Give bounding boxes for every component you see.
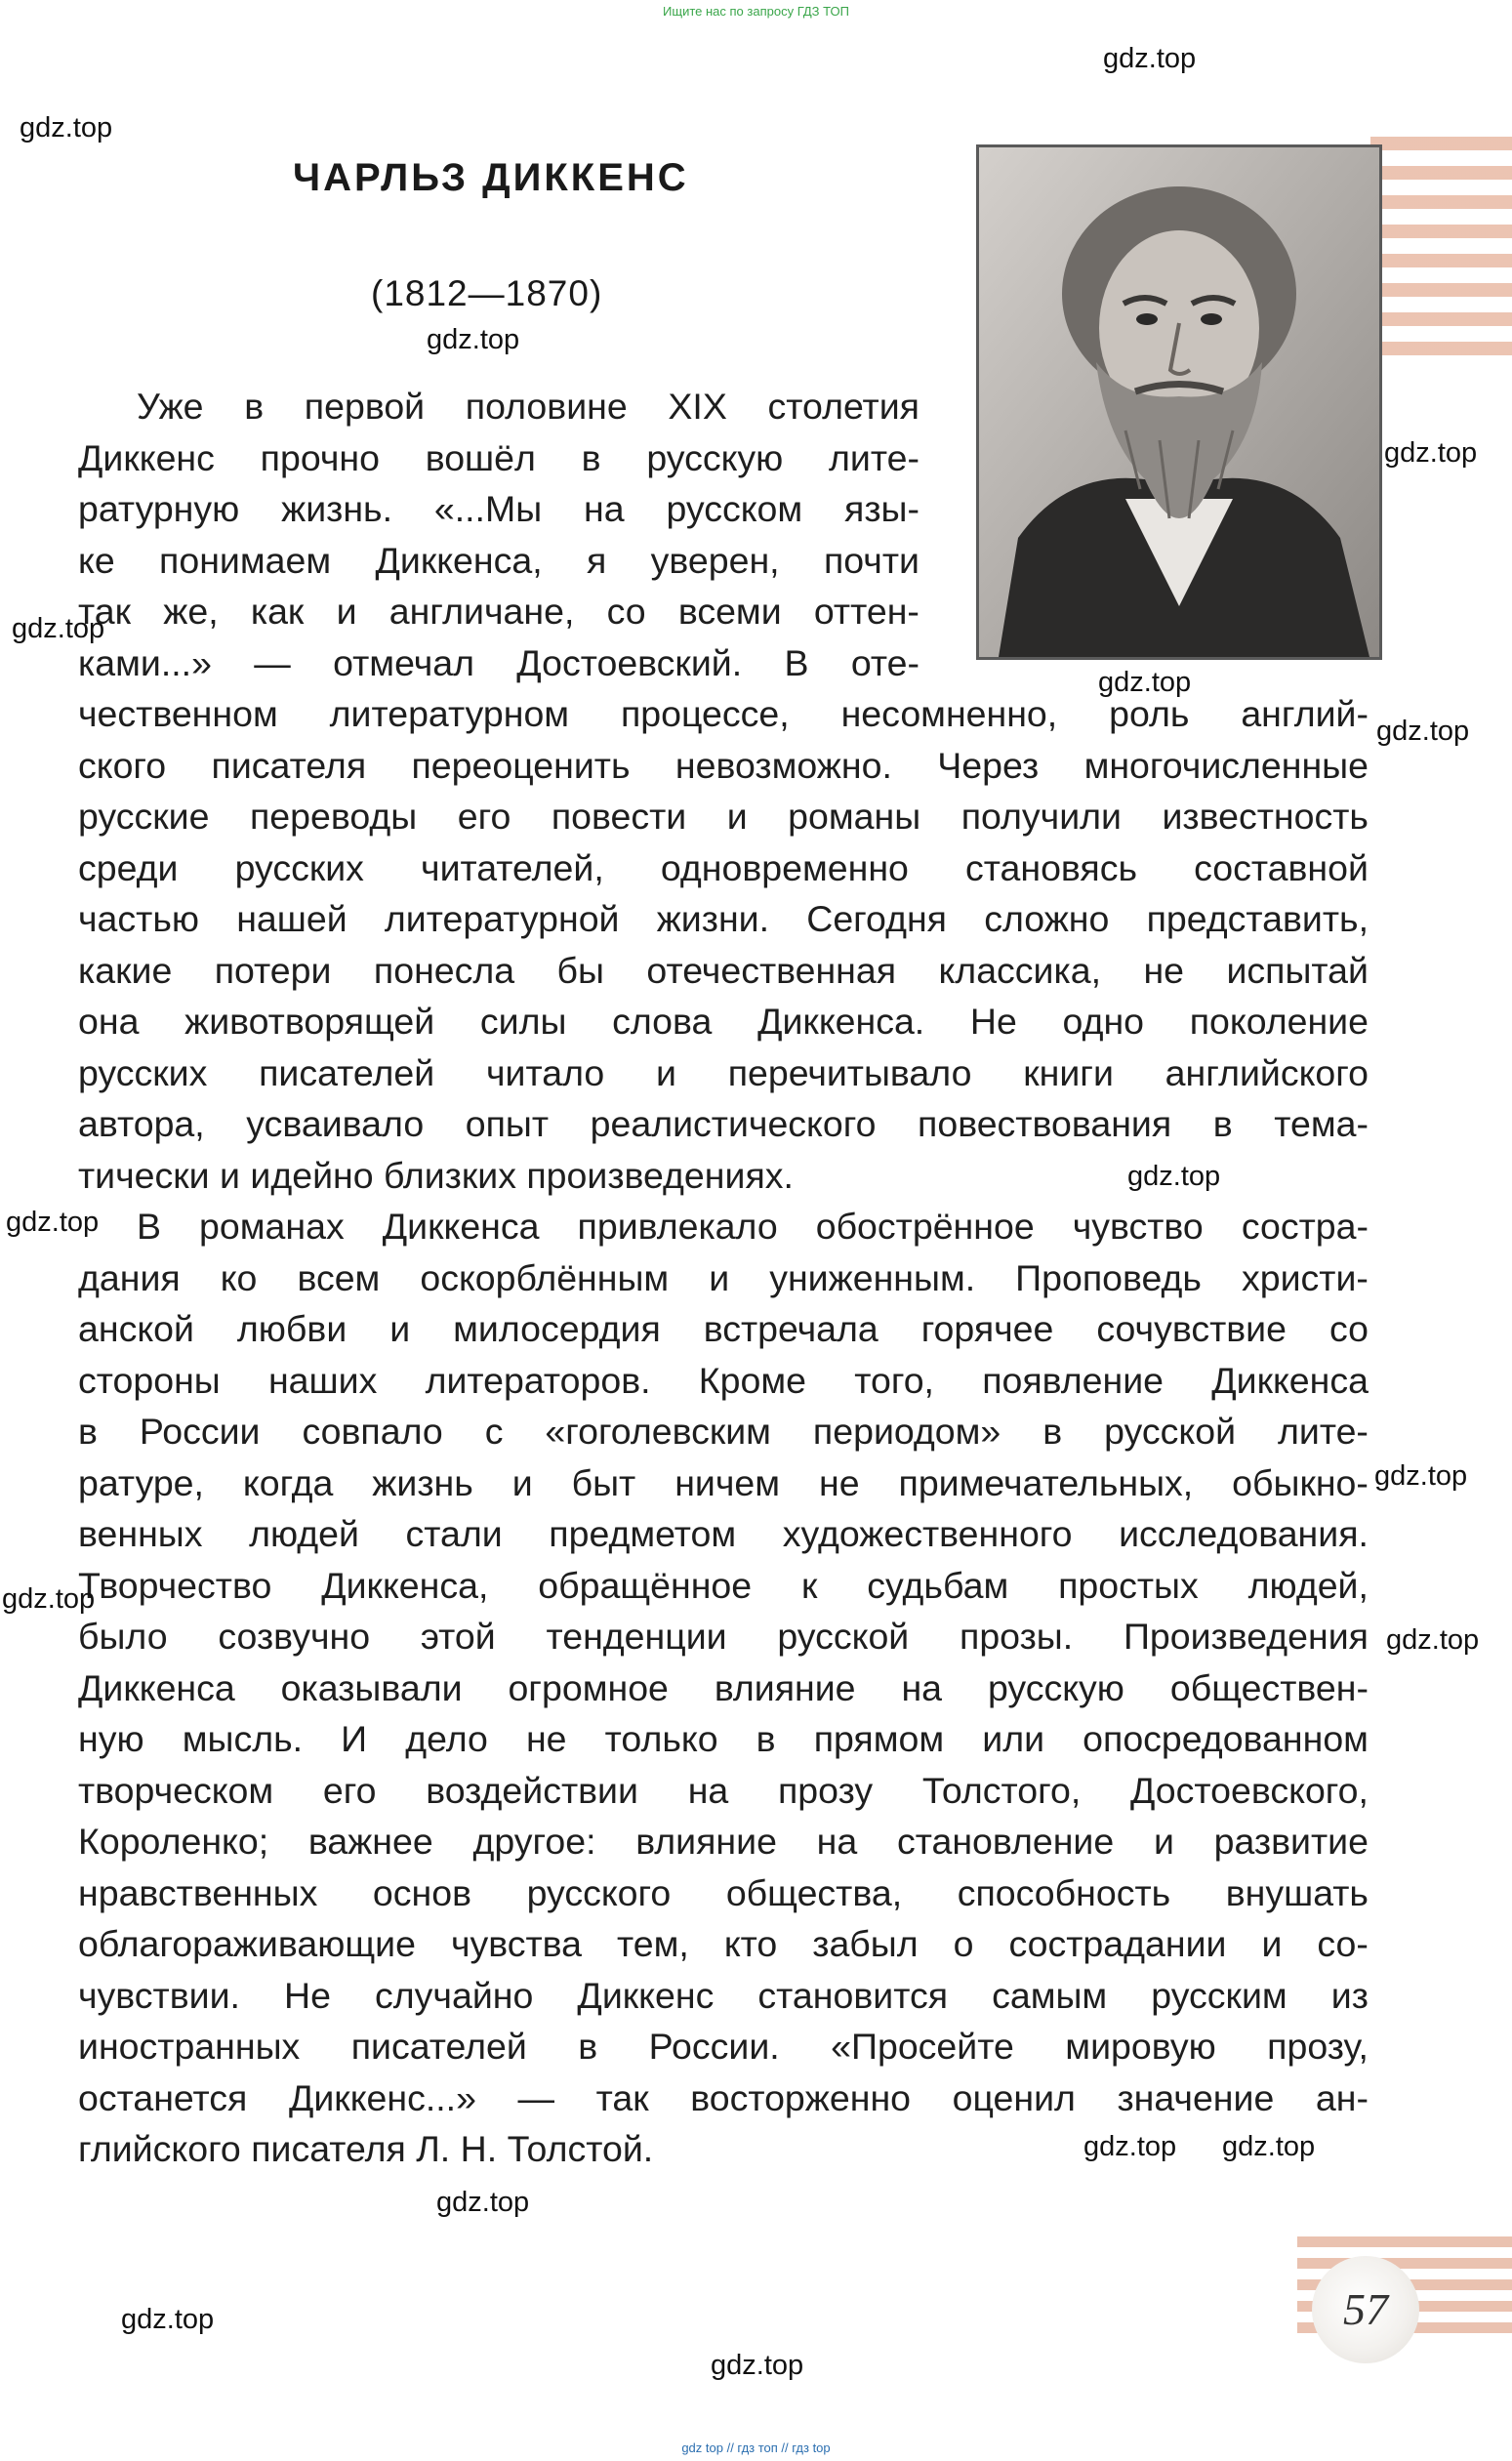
watermark-link[interactable]: gdz.top	[121, 2304, 215, 2335]
word: огромное	[508, 1666, 669, 1708]
word: обострённое	[815, 1206, 1035, 1247]
text-line	[78, 1252, 1369, 1303]
word: одновременно	[660, 846, 909, 888]
word: отечественная	[646, 949, 897, 991]
word: романах	[199, 1206, 345, 1247]
word: простых	[1058, 1564, 1199, 1606]
word: о	[953, 1923, 974, 1964]
text-line	[78, 2021, 1369, 2071]
watermark-link[interactable]: gdz.top	[1386, 1624, 1480, 1656]
word: способность	[957, 1871, 1171, 1913]
word: становление	[896, 1821, 1115, 1862]
word: униженным.	[769, 1256, 976, 1298]
word: его	[322, 1769, 377, 1811]
word: на	[687, 1769, 729, 1811]
word: силы	[479, 1001, 567, 1042]
word: переводы	[249, 796, 418, 837]
text-line	[78, 1867, 1369, 1918]
word: стороны	[78, 1359, 221, 1401]
word: России	[139, 1411, 261, 1452]
word: русские	[78, 796, 210, 837]
word: самым	[992, 1974, 1108, 2016]
word: со	[606, 591, 646, 632]
word: —	[254, 641, 291, 683]
top-notice: Ищите нас по запросу ГДЗ ТОП	[663, 4, 849, 19]
word: не	[1143, 949, 1185, 991]
word: книги	[1023, 1051, 1114, 1093]
word: на	[816, 1821, 858, 1862]
text-line	[78, 1816, 1369, 1866]
word: в	[1042, 1411, 1063, 1452]
word: составной	[1194, 846, 1369, 888]
word: писателя	[211, 744, 367, 786]
watermark-link[interactable]: gdz.top	[1222, 2131, 1316, 2162]
word: тема-	[1274, 1103, 1369, 1144]
word: бы	[556, 949, 604, 991]
word: ную	[78, 1718, 144, 1759]
text-line	[78, 586, 919, 636]
word: этой	[420, 1616, 496, 1657]
word: язы-	[844, 488, 919, 529]
word: «Просейте	[831, 2026, 1014, 2067]
word: лите-	[1277, 1411, 1369, 1452]
life-years: (1812—1870)	[371, 273, 603, 313]
word: перечитывало	[727, 1051, 972, 1093]
word: судьбам	[867, 1564, 1009, 1606]
word: сострадании	[1008, 1923, 1227, 1964]
word: Диккенс...»	[288, 2076, 476, 2118]
text-line	[78, 1970, 1369, 2021]
word: и	[1153, 1821, 1174, 1862]
word: В	[137, 1206, 162, 1247]
article-heading: ЧАРЛЬЗ ДИККЕНС	[293, 156, 689, 199]
word: останется	[78, 2076, 248, 2118]
word: сочувствие	[1096, 1308, 1287, 1349]
word: ан-	[1315, 2076, 1369, 2118]
word: в	[756, 1718, 776, 1759]
word: со-	[1317, 1923, 1369, 1964]
word: людей	[249, 1513, 359, 1554]
word: обществен-	[1169, 1666, 1369, 1708]
word: слова	[612, 1001, 713, 1042]
word: лите-	[829, 436, 919, 478]
text-line	[78, 1765, 1369, 1816]
text-line	[78, 535, 919, 586]
word: оскорблённым	[420, 1256, 670, 1298]
word: прочно	[260, 436, 380, 478]
word: классика,	[938, 949, 1102, 991]
word: уверен,	[650, 539, 780, 581]
text-line	[78, 791, 1369, 841]
word: русского	[526, 1871, 672, 1913]
text-line	[78, 1560, 1369, 1611]
word: Короленко;	[78, 1821, 269, 1862]
word: англичане,	[388, 591, 575, 632]
word: жизни.	[656, 898, 770, 939]
text-line	[78, 1355, 1369, 1406]
word: Достоевского,	[1129, 1769, 1369, 1811]
word: всем	[297, 1256, 381, 1298]
text-line	[78, 1508, 1369, 1559]
text-line	[78, 1662, 1369, 1713]
word: русских	[234, 846, 364, 888]
word: России.	[648, 2026, 780, 2067]
word: тенденции	[546, 1616, 727, 1657]
word: облагораживающие	[78, 1923, 416, 1964]
word: исследования.	[1119, 1513, 1369, 1554]
word: Диккенса.	[757, 1001, 925, 1042]
word: горячее	[920, 1308, 1054, 1349]
word: получили	[960, 796, 1122, 837]
word: предметом	[549, 1513, 737, 1554]
word: частью	[78, 898, 199, 939]
word: реалистического	[590, 1103, 877, 1144]
word: Творчество	[78, 1564, 272, 1606]
text-line	[78, 1098, 1369, 1149]
word: Через	[937, 744, 1040, 786]
word: значение	[1117, 2076, 1275, 2118]
word: или	[982, 1718, 1045, 1759]
word: совпало	[302, 1411, 443, 1452]
word: какие	[78, 949, 173, 991]
word: в	[78, 1411, 98, 1452]
word: Не	[284, 1974, 331, 2016]
word: переоценить	[411, 744, 631, 786]
word: Диккенса	[78, 1666, 235, 1708]
word: русским	[1151, 1974, 1287, 2016]
word: оценил	[952, 2076, 1076, 2118]
word: ке	[78, 539, 115, 581]
word: влияние	[714, 1666, 856, 1708]
word: к	[801, 1564, 818, 1606]
word: и	[389, 1308, 411, 1349]
text-line	[78, 1918, 1369, 1969]
word: и	[709, 1256, 730, 1298]
word: чественном	[78, 693, 278, 734]
word: мысль.	[182, 1718, 304, 1759]
word: русской	[777, 1616, 910, 1657]
word: «...Мы	[433, 488, 543, 529]
text-line	[78, 842, 1369, 893]
dickens-portrait	[976, 144, 1382, 660]
text-line	[78, 381, 919, 431]
word: когда	[242, 1461, 334, 1503]
word: известность	[1162, 796, 1369, 837]
word: Проповедь	[1015, 1256, 1202, 1298]
word: художественного	[782, 1513, 1073, 1554]
word: роль	[1109, 693, 1190, 734]
word: —	[517, 2076, 555, 2118]
word: Достоевский.	[516, 641, 743, 683]
watermark-link[interactable]: gdz.top	[1376, 716, 1470, 747]
word: В	[784, 641, 809, 683]
word: его	[457, 796, 511, 837]
word: так	[78, 591, 132, 632]
word: животворящей	[184, 1001, 435, 1042]
word: Диккенса	[1211, 1359, 1369, 1401]
word: случайно	[375, 1974, 534, 2016]
word: повествования	[918, 1103, 1172, 1144]
word: восторженно	[690, 2076, 912, 2118]
word: опосредованном	[1083, 1718, 1369, 1759]
word: столетия	[767, 386, 919, 427]
word: как	[250, 591, 305, 632]
word: среди	[78, 846, 179, 888]
word: Диккенса	[382, 1206, 540, 1247]
word: привлекало	[577, 1206, 778, 1247]
word: чувствии.	[78, 1974, 240, 2016]
word: Диккенс	[78, 436, 215, 478]
text-line	[78, 945, 1369, 996]
watermark-link[interactable]: gdz.top	[711, 2350, 804, 2381]
word: и	[511, 1461, 533, 1503]
word: встречала	[703, 1308, 879, 1349]
word: и	[726, 796, 748, 837]
word: англий-	[1241, 693, 1369, 734]
word: воздействии	[426, 1769, 638, 1811]
word: Толстого,	[921, 1769, 1082, 1811]
word: оказывали	[280, 1666, 463, 1708]
word: в	[578, 2026, 598, 2067]
text-line	[78, 1303, 1369, 1354]
text-line	[78, 740, 1369, 791]
word: нашей	[236, 898, 347, 939]
word: Диккенса,	[321, 1564, 489, 1606]
word: в	[581, 436, 601, 478]
word: усваивало	[246, 1103, 425, 1144]
word: не	[525, 1718, 567, 1759]
word: ратуре,	[78, 1461, 204, 1503]
word: христи-	[1241, 1256, 1369, 1298]
word: литературной	[384, 898, 620, 939]
word: не	[818, 1461, 860, 1503]
word: другое:	[472, 1821, 596, 1862]
text-line	[78, 1457, 1369, 1508]
word: анской	[78, 1308, 194, 1349]
word: дело	[405, 1718, 488, 1759]
word: Диккенса,	[375, 539, 543, 581]
word: людей,	[1247, 1564, 1369, 1606]
word: Не	[969, 1001, 1017, 1042]
word: внушать	[1225, 1871, 1369, 1913]
word: читателей,	[421, 846, 604, 888]
word: потери	[214, 949, 332, 991]
word: и	[336, 591, 357, 632]
watermark-link[interactable]: gdz.top	[20, 112, 113, 144]
word: литераторов.	[425, 1359, 651, 1401]
word: Сегодня	[806, 898, 947, 939]
word: со	[1328, 1308, 1369, 1349]
word: испытай	[1226, 949, 1369, 991]
watermark-link[interactable]: gdz.top	[1098, 667, 1192, 698]
word: иностранных	[78, 2026, 301, 2067]
word: русскую	[987, 1666, 1124, 1708]
word: процессе,	[620, 693, 790, 734]
word: забыл	[812, 1923, 919, 1964]
word: важнее	[307, 1821, 433, 1862]
text-line	[78, 1047, 1369, 1098]
word: многочисленные	[1083, 744, 1369, 786]
word: периодом»	[812, 1411, 1001, 1452]
word: понесла	[373, 949, 515, 991]
word: вошёл	[425, 436, 536, 478]
word: сложно	[984, 898, 1110, 939]
word: автора,	[78, 1103, 205, 1144]
word: так	[595, 2076, 649, 2118]
word: в	[244, 386, 265, 427]
text-line	[78, 1201, 1369, 1251]
word: и	[1261, 1923, 1283, 1964]
word: влияние	[635, 1821, 777, 1862]
watermark-link[interactable]: gdz.top	[1103, 43, 1197, 74]
word: тем,	[617, 1923, 689, 1964]
word: И	[341, 1718, 368, 1759]
text-line	[78, 1611, 1369, 1661]
word: в	[1212, 1103, 1233, 1144]
word: стали	[405, 1513, 503, 1554]
word: читало	[485, 1051, 605, 1093]
word: я	[586, 539, 607, 581]
word: примечательных,	[898, 1461, 1194, 1503]
word: английского	[1165, 1051, 1369, 1093]
word: появление	[982, 1359, 1164, 1401]
word: развитие	[1213, 1821, 1369, 1862]
word: милосердия	[453, 1308, 661, 1349]
word: опыт	[465, 1103, 550, 1144]
word: чувство	[1072, 1206, 1204, 1247]
word: Диккенс	[577, 1974, 715, 2016]
word: того,	[854, 1359, 934, 1401]
word: чувства	[450, 1923, 583, 1964]
word: Произведения	[1123, 1616, 1369, 1657]
word: русских	[78, 1051, 208, 1093]
word: «гоголевским	[545, 1411, 771, 1452]
word: обращённое	[538, 1564, 753, 1606]
word: прозу,	[1267, 2026, 1369, 2067]
text-line	[78, 893, 1369, 944]
word: основ	[372, 1871, 471, 1913]
word: понимаем	[159, 539, 332, 581]
word: она	[78, 1001, 140, 1042]
word: оттен-	[813, 591, 919, 632]
word: половине	[465, 386, 628, 427]
watermark-link[interactable]: gdz.top	[1374, 1460, 1468, 1492]
word: было	[78, 1616, 168, 1657]
watermark-link[interactable]: gdz.top	[1127, 1161, 1221, 1192]
text-line	[78, 1713, 1369, 1764]
word: писателей	[259, 1051, 435, 1093]
word: прямом	[813, 1718, 945, 1759]
word: русском	[666, 488, 803, 529]
portrait-illustration	[979, 147, 1379, 657]
watermark-link[interactable]: gdz.top	[2, 1583, 96, 1615]
watermark-link[interactable]: gdz.top	[1384, 437, 1478, 469]
word: несомненно,	[840, 693, 1058, 734]
word: наших	[267, 1359, 378, 1401]
word: мировую	[1065, 2026, 1216, 2067]
word: на	[901, 1666, 943, 1708]
word: отмечал	[333, 641, 474, 683]
word: жизнь	[372, 1461, 473, 1503]
word: почти	[823, 539, 919, 581]
word: прозу	[778, 1769, 874, 1811]
word: литературном	[329, 693, 570, 734]
word: писателей	[350, 2026, 527, 2067]
word: из	[1330, 1974, 1369, 2016]
word: же,	[163, 591, 219, 632]
word: одно	[1062, 1001, 1145, 1042]
word: сострa-	[1241, 1206, 1369, 1247]
word: представить,	[1146, 898, 1369, 939]
word: становясь	[965, 846, 1138, 888]
text-line: глийского писателя Л. Н. Толстой.	[78, 2128, 654, 2169]
text-line	[78, 996, 1369, 1046]
text-line: тически и идейно близких произведениях.	[78, 1154, 794, 1196]
decorative-stripes-top	[1370, 137, 1512, 361]
word: первой	[304, 386, 426, 427]
word: XIX	[668, 386, 727, 427]
text-line	[78, 432, 919, 483]
page-number: 57	[1312, 2256, 1419, 2363]
word: любви	[236, 1308, 347, 1349]
watermark-link[interactable]: gdz.top	[427, 324, 520, 355]
word: жизнь.	[281, 488, 393, 529]
word: только	[604, 1718, 718, 1759]
word: ничем	[674, 1461, 781, 1503]
word: всеми	[677, 591, 782, 632]
word: ками...»	[78, 641, 212, 683]
bottom-links[interactable]: gdz top // гдз топ // гдз top	[681, 2440, 831, 2455]
word: Кроме	[698, 1359, 806, 1401]
watermark-link[interactable]: gdz.top	[1083, 2131, 1177, 2162]
word: оте-	[850, 641, 919, 683]
text-line	[78, 2072, 1369, 2123]
word: невозможно.	[674, 744, 892, 786]
word: нравственных	[78, 1871, 318, 1913]
watermark-link[interactable]: gdz.top	[6, 1207, 100, 1238]
text-line	[78, 637, 919, 688]
word: быт	[571, 1461, 636, 1503]
word: поколение	[1189, 1001, 1369, 1042]
word: кто	[723, 1923, 778, 1964]
word: прозы.	[960, 1616, 1074, 1657]
watermark-link[interactable]: gdz.top	[436, 2187, 530, 2218]
word: обыкно-	[1232, 1461, 1369, 1503]
word: с	[484, 1411, 504, 1452]
text-line	[78, 483, 919, 534]
word: ко	[220, 1256, 258, 1298]
text-line	[78, 1406, 1369, 1456]
word: становится	[757, 1974, 949, 2016]
word: русскую	[646, 436, 784, 478]
word: дания	[78, 1256, 181, 1298]
word: русской	[1104, 1411, 1237, 1452]
word: романы	[788, 796, 921, 837]
word: созвучно	[218, 1616, 371, 1657]
word: повести	[551, 796, 687, 837]
watermark-link[interactable]: gdz.top	[12, 613, 105, 644]
word: на	[584, 488, 625, 529]
word: ратурную	[78, 488, 240, 529]
word: общества,	[725, 1871, 903, 1913]
word: и	[655, 1051, 676, 1093]
word: творческом	[78, 1769, 274, 1811]
word: ского	[78, 744, 167, 786]
word: Уже	[137, 386, 204, 427]
word: венных	[78, 1513, 203, 1554]
